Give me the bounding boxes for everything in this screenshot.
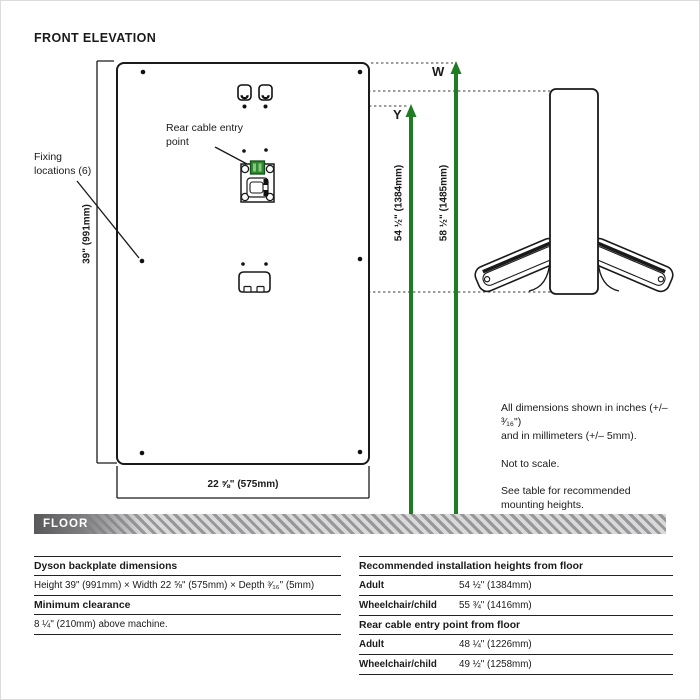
hand-dryer-illustration <box>472 89 675 294</box>
fixing-dot <box>358 70 363 75</box>
row-value: 49 ½" (1258mm) <box>459 659 532 670</box>
backplate-height-dimension-label: 39" (991mm) <box>81 204 93 264</box>
y-line-dimension-label: 54 ½" (1384mm) <box>393 164 405 242</box>
row-label: Wheelchair/child <box>359 659 437 670</box>
note-dimensions-line2: and in millimeters (+/– 5mm). <box>501 430 637 443</box>
y-label: Y <box>393 107 402 122</box>
note-dimensions <box>501 401 686 444</box>
arrow-up-y-icon <box>406 104 417 117</box>
table-header: Recommended installation heights from floor <box>359 556 673 575</box>
floor-label: FLOOR <box>34 514 144 534</box>
backplate-dimensions-table <box>34 556 341 635</box>
row-value: 48 ¼" (1226mm) <box>459 639 532 650</box>
height-dimension <box>97 61 117 463</box>
floor-hatched-bar <box>34 514 666 534</box>
table-header: Minimum clearance <box>34 595 341 614</box>
row-label: Wheelchair/child <box>359 600 437 611</box>
w-line-dimension-label: 58 ½" (1485mm) <box>438 164 450 242</box>
table-row <box>359 654 673 675</box>
note-not-to-scale: Not to scale. <box>501 457 560 470</box>
table-row <box>359 575 673 595</box>
installation-heights-tables <box>359 556 673 675</box>
w-label: W <box>432 64 445 79</box>
notes-block <box>501 401 686 525</box>
backplate-width-dimension-label: 22 ⅝" (575mm) <box>207 479 279 490</box>
dryer-trunk <box>550 89 598 294</box>
fixing-locations-label: Fixing locations (6) <box>34 151 92 177</box>
table-header: Dyson backplate dimensions <box>34 556 341 575</box>
table-row: 8 ¼" (210mm) above machine. <box>34 614 341 635</box>
note-see-table-line1: See table for recommended <box>501 484 631 497</box>
row-value: 55 ¾" (1416mm) <box>459 600 532 611</box>
green-dimension-lines <box>406 61 462 514</box>
fixing-dot <box>140 451 145 456</box>
table-header: Rear cable entry point from floor <box>359 615 673 634</box>
rear-cable-entry-label: Rear cable entry point <box>166 122 244 148</box>
fixing-dot <box>140 259 145 264</box>
rear-cable-entry-green <box>251 161 265 174</box>
fixing-dot <box>141 70 146 75</box>
page-title: FRONT ELEVATION <box>34 31 157 45</box>
table-row <box>359 595 673 615</box>
table-row <box>359 634 673 654</box>
fixing-dot <box>358 450 363 455</box>
row-label: Adult <box>359 580 385 591</box>
note-dimensions-line1: All dimensions shown in inches (+/– ³⁄₁₆") <box>501 402 668 429</box>
note-see-table <box>501 484 686 512</box>
fixing-dot <box>358 257 363 262</box>
note-see-table-line2: mounting heights. <box>501 498 584 511</box>
row-label: Adult <box>359 639 385 650</box>
table-row: Height 39" (991mm) × Width 22 ⅝" (575mm) × Depth ³⁄₁₆" (5mm) <box>34 575 341 595</box>
row-value: 54 ½" (1384mm) <box>459 580 532 591</box>
